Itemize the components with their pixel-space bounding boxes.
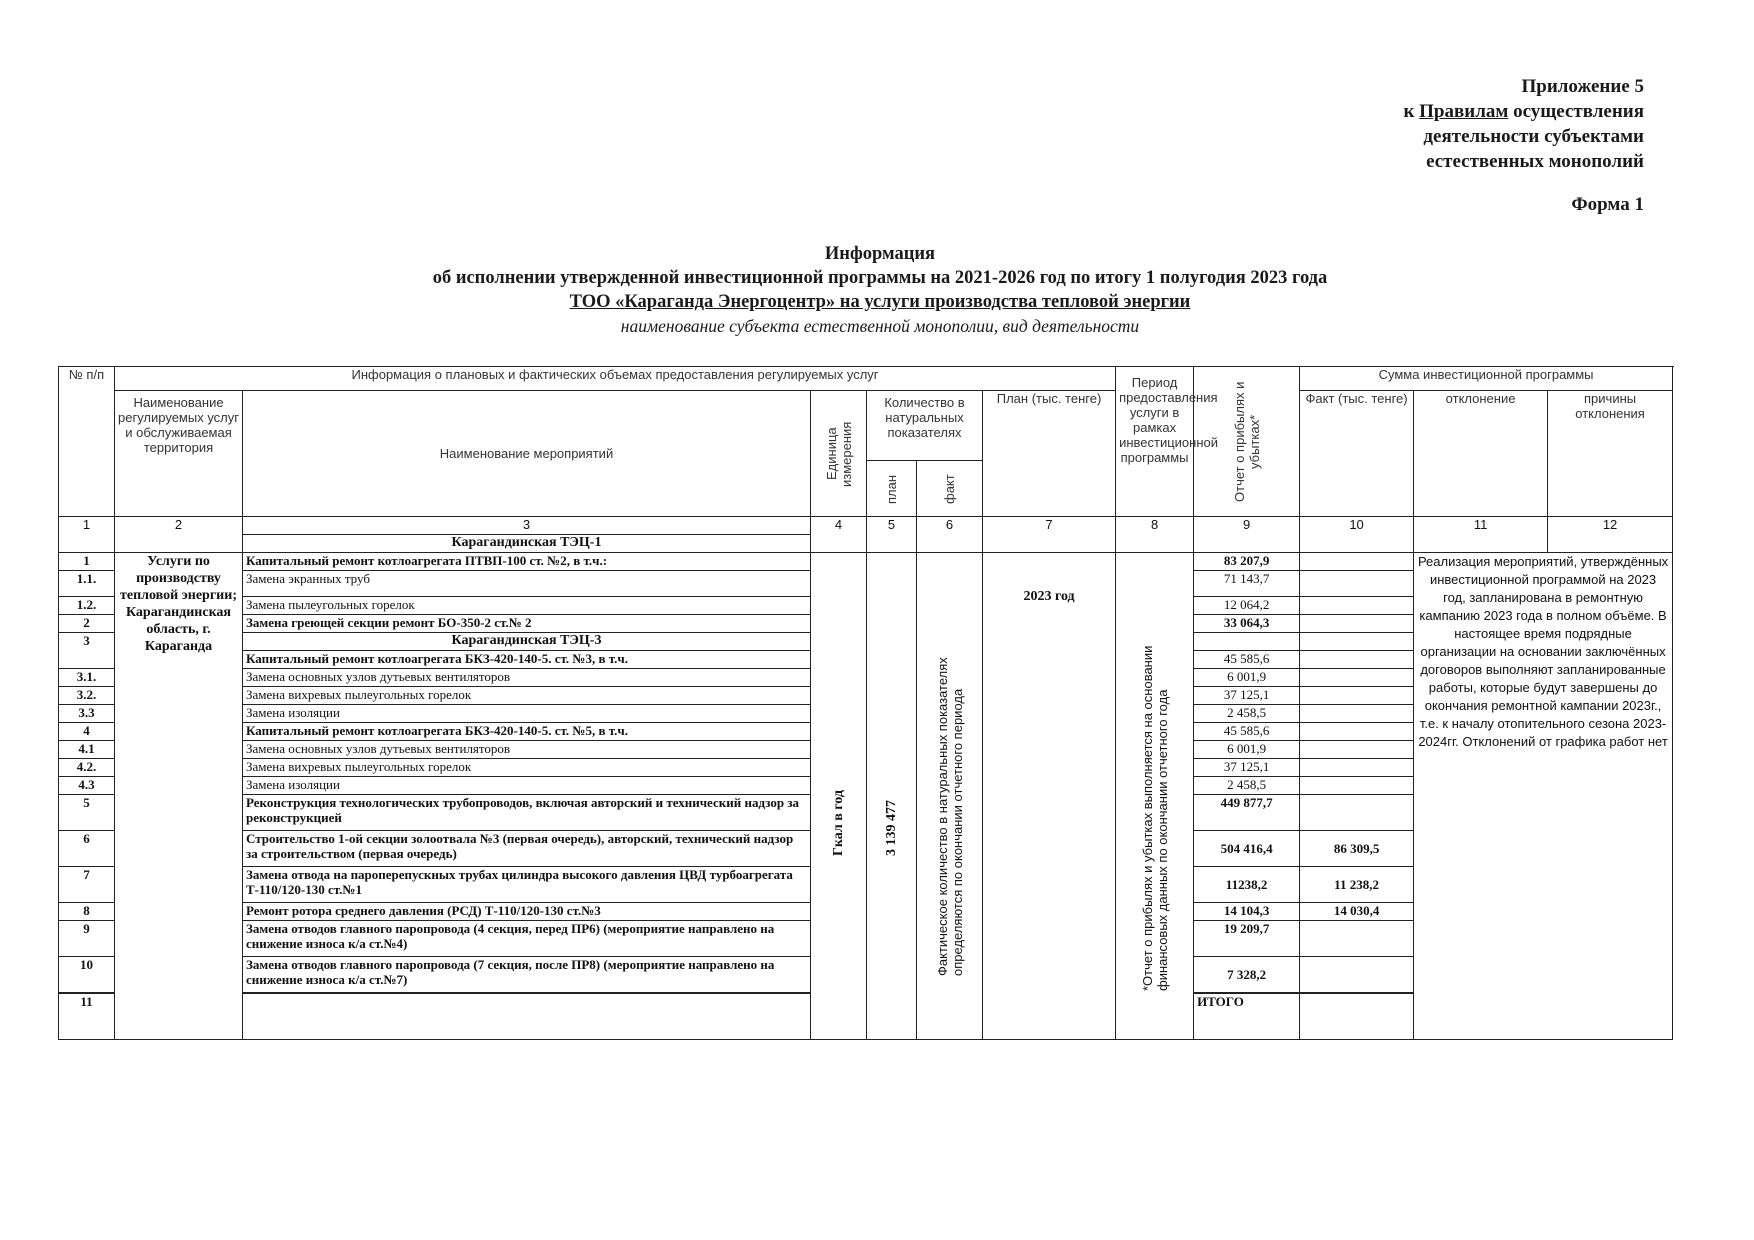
measure-name: Замена изоляции [243, 777, 811, 795]
header-sum-plan: План (тыс. тенге) [983, 391, 1116, 517]
measure-name: Замена изоляции [243, 705, 811, 723]
deviation-reason: Реализация мероприятий, утверждённых инвестиционной программой на 2023 год, запланирована в ремонтную кампанию 2023 года в полном объёме. В настоящее время подрядные организации на основании заключённых договоров выполняют запланированные работы, которые будут завершены до окончания ремонтной кампании 2023г., т.е. к началу отопительного сезона 2023-2024гг. Отклонений от графика работ нет [1414, 553, 1673, 1040]
col-num-4: 4 [811, 517, 867, 553]
sum-fact [1300, 795, 1414, 831]
row-num: 8 [59, 903, 115, 921]
header-info-group: Информация о плановых и фактических объемах предоставления регулируемых услуг [115, 367, 1116, 391]
sum-fact [1300, 777, 1414, 795]
col-num-6: 6 [917, 517, 983, 553]
annex-line-2-prefix: к [1403, 101, 1420, 122]
sum-plan: 7 328,2 [1194, 957, 1300, 993]
measure-name: Строительство 1-ой секции золоотвала №3 (первая очередь), авторский, технический надзор за строительством (первая очередь) [243, 831, 811, 867]
sum-plan: 45 585,6 [1194, 723, 1300, 741]
row-num: 9 [59, 921, 115, 957]
measure-name: Капитальный ремонт котлоагрегата ПТВП-100 ст. №2, в т.ч.: [243, 553, 811, 571]
row-num: 3.1. [59, 669, 115, 687]
header-measure-name: Наименование мероприятий [243, 391, 811, 517]
header-sum-fact: Факт (тыс. тенге) [1300, 391, 1414, 517]
form-label: Форма 1 [1571, 194, 1644, 215]
sum-fact [1300, 615, 1414, 633]
row-num: 5 [59, 795, 115, 831]
col-num-12: 12 [1548, 517, 1673, 553]
measure-name: Замена отвода на пароперепускных трубах цилиндра высокого давления ЦВД турбоагрегата Т-110/120-130 ст.№1 [243, 867, 811, 903]
sum-plan: 2 458,5 [1194, 705, 1300, 723]
service-territory: Услуги по производству тепловой энергии; Карагандинская область, г. Караганда [115, 553, 243, 1040]
annex-line-3: деятельности субъектами [1423, 126, 1644, 147]
sum-fact [1300, 571, 1414, 597]
sum-fact: 86 309,5 [1300, 831, 1414, 867]
header-report: Отчет о прибылях и убытках* [1231, 381, 1262, 502]
sum-plan: 6 001,9 [1194, 741, 1300, 759]
measure-name: Замена отводов главного паропровода (4 секция, перед ПР6) (мероприятие направлено на снижение износа к/а ст.№4) [243, 921, 811, 957]
sum-fact: 14 030,4 [1300, 903, 1414, 921]
row-num: 1 [59, 553, 115, 571]
total-label: ИТОГО [1194, 994, 1300, 1040]
header-fact-cell [917, 461, 983, 517]
heading-title: Информация [824, 244, 936, 264]
measure-name: Капитальный ремонт котлоагрегата БКЗ-420-140-5. ст. №3, в т.ч. [243, 651, 811, 669]
sum-fact [1300, 741, 1414, 759]
sum-plan: 12 064,2 [1194, 597, 1300, 615]
row-num: 4 [59, 723, 115, 741]
measure-name: Замена отводов главного паропровода (7 секция, после ПР8) (мероприятие направлено на снижение износа к/а ст.№7) [243, 957, 811, 993]
report-note: *Отчет о прибылях и убытках выполняется на основании финансовых данных по окончании отчетного года [1139, 645, 1170, 991]
col-num-9: 9 [1194, 517, 1300, 553]
annex-line-4: естественных монополий [1426, 151, 1644, 172]
heading-subtitle: об исполнении утвержденной инвестиционной программы на 2021-2026 год по итогу 1 полугодия 2023 года [432, 268, 1328, 288]
table-row [59, 553, 1673, 571]
header-period: Период предоставления услуги в рамках инвестиционной программы [1116, 367, 1194, 517]
annex-line-1: Приложение 5 [1521, 76, 1644, 97]
header-reasons: причины отклонения [1548, 391, 1673, 517]
row-num: 10 [59, 957, 115, 993]
sum-fact [1300, 687, 1414, 705]
sum-plan: 6 001,9 [1194, 669, 1300, 687]
row-num: 4.2. [59, 759, 115, 777]
header-deviation: отклонение [1414, 391, 1548, 517]
header-service-name: Наименование регулируемых услуг и обслуживаемая территория [115, 391, 243, 517]
sum-plan: 45 585,6 [1194, 651, 1300, 669]
col-num-7: 7 [983, 517, 1116, 553]
row-num: 1.2. [59, 597, 115, 615]
row-num: 6 [59, 831, 115, 867]
col-num-5: 5 [867, 517, 917, 553]
sum-plan: 71 143,7 [1194, 571, 1300, 597]
sum-fact [1300, 759, 1414, 777]
sum-plan: 449 877,7 [1194, 795, 1300, 831]
measure-name: Замена основных узлов дутьевых вентиляторов [243, 741, 811, 759]
measure-name: Замена греющей секции ремонт БО-350-2 ст.№ 2 [243, 615, 811, 633]
unit-cell [811, 553, 867, 1040]
sum-fact [1300, 921, 1414, 957]
sum-fact [1300, 651, 1414, 669]
row-num: 1.1. [59, 571, 115, 597]
investment-program-table [58, 366, 1673, 1040]
measure-name: Замена экранных труб [243, 571, 811, 597]
header-unit: Единица измерения [823, 420, 854, 487]
sum-fact [1300, 705, 1414, 723]
measure-name: Замена вихревых пылеугольных горелок [243, 687, 811, 705]
sum-fact [1300, 553, 1414, 571]
header-num: № п/п [59, 367, 115, 517]
measure-name: Замена пылеугольных горелок [243, 597, 811, 615]
document-heading [300, 242, 1460, 338]
quantity-plan-value: 3 139 477 [884, 800, 899, 856]
sum-plan: 37 125,1 [1194, 759, 1300, 777]
quantity-fact-note: Фактическое количество в натуральных показателях определяются по окончании отчетного периода [934, 657, 965, 976]
sum-fact [1300, 957, 1414, 993]
period-value: 2023 год [983, 553, 1116, 1040]
section-title-tec1: Карагандинская ТЭЦ-1 [243, 535, 811, 553]
section-title-tec3: Карагандинская ТЭЦ-3 [243, 633, 811, 651]
sum-fact [1300, 597, 1414, 615]
sum-plan: 14 104,3 [1194, 903, 1300, 921]
col-num-11: 11 [1414, 517, 1548, 553]
sum-fact [1300, 723, 1414, 741]
rules-link: Правилам [1419, 101, 1509, 122]
header-fact: факт [942, 473, 957, 504]
header-unit-cell [811, 391, 867, 517]
row-num: 3.2. [59, 687, 115, 705]
quantity-plan-cell [867, 553, 917, 1040]
annex-line-2-suffix: осуществления [1508, 101, 1644, 122]
row-num: 7 [59, 867, 115, 903]
total-num: 11 [59, 994, 115, 1040]
measure-name: Замена вихревых пылеугольных горелок [243, 759, 811, 777]
column-numbers-row [59, 517, 1673, 535]
header-plan: план [884, 473, 899, 504]
row-num: 3 [59, 633, 115, 669]
sum-plan: 83 207,9 [1194, 553, 1300, 571]
col-num-2: 2 [115, 517, 243, 553]
col-num-1: 1 [59, 517, 115, 553]
row-num: 4.1 [59, 741, 115, 759]
heading-company: ТОО «Караганда Энергоцентр» на услуги производства тепловой энергии [569, 292, 1191, 312]
annex-block [1403, 74, 1644, 174]
sum-plan: 19 209,7 [1194, 921, 1300, 957]
sum-plan: 504 416,4 [1194, 831, 1300, 867]
header-quantity: Количество в натуральных показателях [867, 391, 983, 461]
report-cell [1116, 553, 1194, 1040]
measure-name: Капитальный ремонт котлоагрегата БКЗ-420-140-5. ст. №5, в т.ч. [243, 723, 811, 741]
measure-name: Ремонт ротора среднего давления (РСД) Т-110/120-130 ст.№3 [243, 903, 811, 921]
col-num-3: 3 [243, 517, 811, 535]
unit-value: Гкал в год [831, 790, 846, 856]
sum-fact: 11 238,2 [1300, 867, 1414, 903]
quantity-fact-cell [917, 553, 983, 1040]
row-num: 2 [59, 615, 115, 633]
row-num: 3.3 [59, 705, 115, 723]
measure-name: Замена основных узлов дутьевых вентиляторов [243, 669, 811, 687]
heading-note: наименование субъекта естественной монополии, вид деятельности [620, 316, 1140, 336]
measure-name: Реконструкция технологических трубопроводов, включая авторский и технический надзор за реконструкцией [243, 795, 811, 831]
sum-plan: 33 064,3 [1194, 615, 1300, 633]
annex-line-2 [1403, 99, 1644, 124]
col-num-10: 10 [1300, 517, 1414, 553]
header-plan-cell [867, 461, 917, 517]
sum-plan: 37 125,1 [1194, 687, 1300, 705]
header-sum-group: Сумма инвестиционной программы [1300, 367, 1673, 391]
sum-plan: 11238,2 [1194, 867, 1300, 903]
col-num-8: 8 [1116, 517, 1194, 553]
sum-fact [1300, 669, 1414, 687]
sum-plan: 2 458,5 [1194, 777, 1300, 795]
row-num: 4.3 [59, 777, 115, 795]
